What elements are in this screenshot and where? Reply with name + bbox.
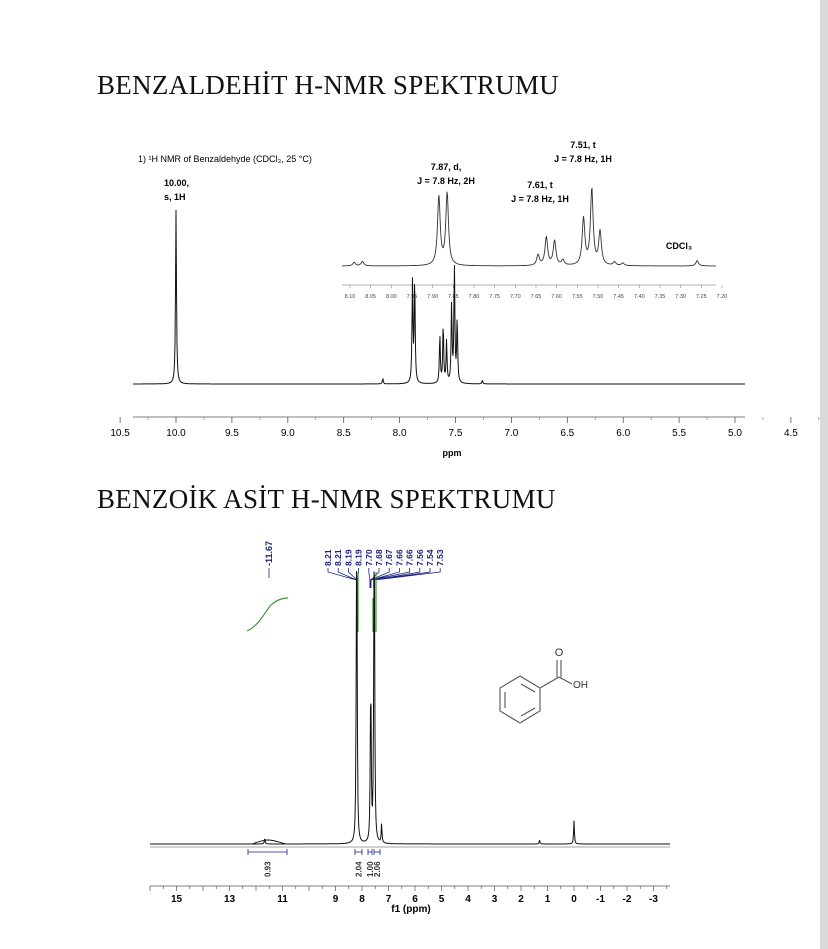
x-tick-label: 15 (170, 894, 183, 905)
peak-list-label: 8.21 (333, 549, 344, 566)
x-tick-label: 7.0 (504, 428, 519, 439)
x-tick-label: 4.5 (783, 428, 798, 439)
integral-value: 2.06 (373, 861, 382, 877)
inset-tick-label: 7.65 (530, 294, 542, 300)
inset-tick-label: 7.25 (695, 294, 707, 300)
inset-tick-label: 7.75 (489, 294, 501, 300)
x-tick-label: 9.0 (280, 428, 295, 439)
x-tick-label: 8.5 (336, 428, 351, 439)
x-tick-label: 7 (385, 894, 392, 905)
inset-label-761-line2: J = 7.8 Hz, 1H (511, 194, 569, 204)
inset-tick-label: 7.95 (406, 294, 418, 300)
benzoic-acid-spectrum (0, 522, 828, 932)
x-tick-label: 5 (438, 894, 445, 905)
inset-tick-label: 7.85 (447, 294, 459, 300)
x-tick-label: 4 (465, 894, 471, 905)
peak-list-label: 7.70 (363, 549, 374, 566)
carbonyl-oxygen-label: O (554, 647, 564, 659)
peak-list-label: 7.67 (384, 549, 395, 566)
x-tick-label: 1 (544, 894, 551, 905)
x-tick-label: 9 (332, 894, 339, 905)
inset-tick-label: 7.80 (468, 294, 480, 300)
inset-tick-label: 7.35 (654, 294, 666, 300)
benzoic-acid-x-ticks (150, 886, 667, 905)
integral-value: 0.93 (263, 861, 273, 877)
peak-list-label: 7.66 (404, 549, 415, 566)
inset-tick-label: 7.30 (675, 294, 686, 300)
benzene-ring (500, 676, 540, 723)
inset-tick-label: 7.40 (633, 294, 645, 300)
x-tick-label: 11 (277, 894, 288, 905)
x-tick-label: 5.0 (728, 428, 742, 439)
inset-tick-label: 7.70 (509, 294, 521, 300)
ring-double-bond-1 (521, 684, 535, 692)
benzaldehyde-x-ticks (110, 417, 828, 439)
inset-tick-label: 7.20 (716, 294, 728, 300)
x-tick-label: -3 (649, 894, 658, 905)
inset-label-cdcl3: CDCl₃ (665, 241, 693, 251)
x-tick-label: -1 (596, 894, 605, 905)
inset-tick-label: 8.05 (365, 294, 377, 300)
x-tick-label: 2 (518, 894, 524, 905)
benzoic-acid-spectrum-trace (150, 571, 670, 844)
x-tick-label: 7.5 (448, 428, 463, 439)
inset-tick-label: 7.55 (571, 294, 583, 300)
peak-list-label: 7.68 (374, 549, 384, 566)
peak-list-label: 7.53 (435, 549, 446, 566)
integral-curve-acid (247, 598, 288, 631)
x-tick-label: 6.5 (560, 428, 575, 439)
peak-list-label: 7.66 (394, 549, 405, 566)
integral-value: 2.04 (354, 861, 364, 877)
peak-list-labels (323, 549, 445, 566)
inset-tick-label: 8.10 (344, 294, 356, 300)
benzaldehyde-spectrum-trace (133, 210, 745, 384)
peak-list-label: 8.21 (323, 549, 333, 566)
inset-tick-label: 7.45 (613, 294, 625, 300)
peak-list-label: 7.56 (414, 549, 425, 566)
inset-label-761-line1: 7.61, t (527, 180, 553, 190)
benzaldehyde-spectrum (0, 130, 828, 475)
inset-tick-label: 7.60 (551, 294, 563, 300)
x-tick-label: 8.0 (392, 428, 407, 439)
x-tick-label: 6 (412, 894, 418, 905)
cho-peak-label-line2: s, 1H (164, 192, 186, 202)
benzoic-acid-structure (500, 660, 572, 723)
peak-list-connectors (328, 568, 440, 588)
inset-ticks (345, 285, 728, 300)
x-tick-label: 5.5 (672, 428, 687, 439)
inset-tick-label: 7.90 (427, 294, 439, 300)
peak-list-label: 8.19 (343, 549, 354, 566)
peak-list-label: 7.54 (425, 549, 435, 566)
inset-tick-label: 7.50 (592, 294, 604, 300)
spectrum-caption: 1) ¹H NMR of Benzaldehyde (CDCl₃, 25 °C) (138, 154, 312, 164)
x-tick-label: 10.5 (110, 428, 130, 439)
peak-list-label: 8.19 (353, 549, 364, 566)
x-tick-label: -2 (622, 894, 632, 905)
inset-tick-label: 8.00 (385, 294, 397, 300)
cho-peak-label-line1: 10.00, (164, 178, 190, 188)
benzaldehyde-heading: BENZALDEHİT H-NMR SPEKTRUMU (97, 70, 560, 100)
benzoic-acid-axis-label: f1 (ppm) (391, 904, 431, 915)
inset-label-787-line2: J = 7.8 Hz, 2H (417, 176, 475, 186)
benzoic-acid-heading: BENZOİK ASİT H-NMR SPEKTRUMU (97, 484, 556, 514)
integral-value: 1.00 (366, 861, 375, 877)
carboxyl-bond (540, 677, 559, 688)
x-tick-label: 9.5 (224, 428, 239, 439)
x-tick-label: 3 (491, 894, 498, 905)
inset-label-787-line1: 7.87, d, (430, 162, 462, 172)
x-tick-label: 10.0 (166, 428, 186, 439)
x-tick-label: 8 (359, 894, 365, 905)
x-tick-label: 0 (571, 894, 577, 905)
x-tick-label: 13 (223, 894, 236, 905)
integral-marks (248, 849, 382, 877)
hydroxyl-label: OH (573, 680, 588, 691)
peak-list-label-left: -11.67 (264, 540, 274, 566)
inset-label-751-line2: J = 7.8 Hz, 1H (554, 154, 612, 164)
x-tick-label: 6.0 (616, 428, 631, 439)
hydroxyl-bond (559, 677, 572, 684)
benzaldehyde-axis-label: ppm (442, 448, 462, 458)
inset-label-751-line1: 7.51, t (570, 140, 596, 150)
